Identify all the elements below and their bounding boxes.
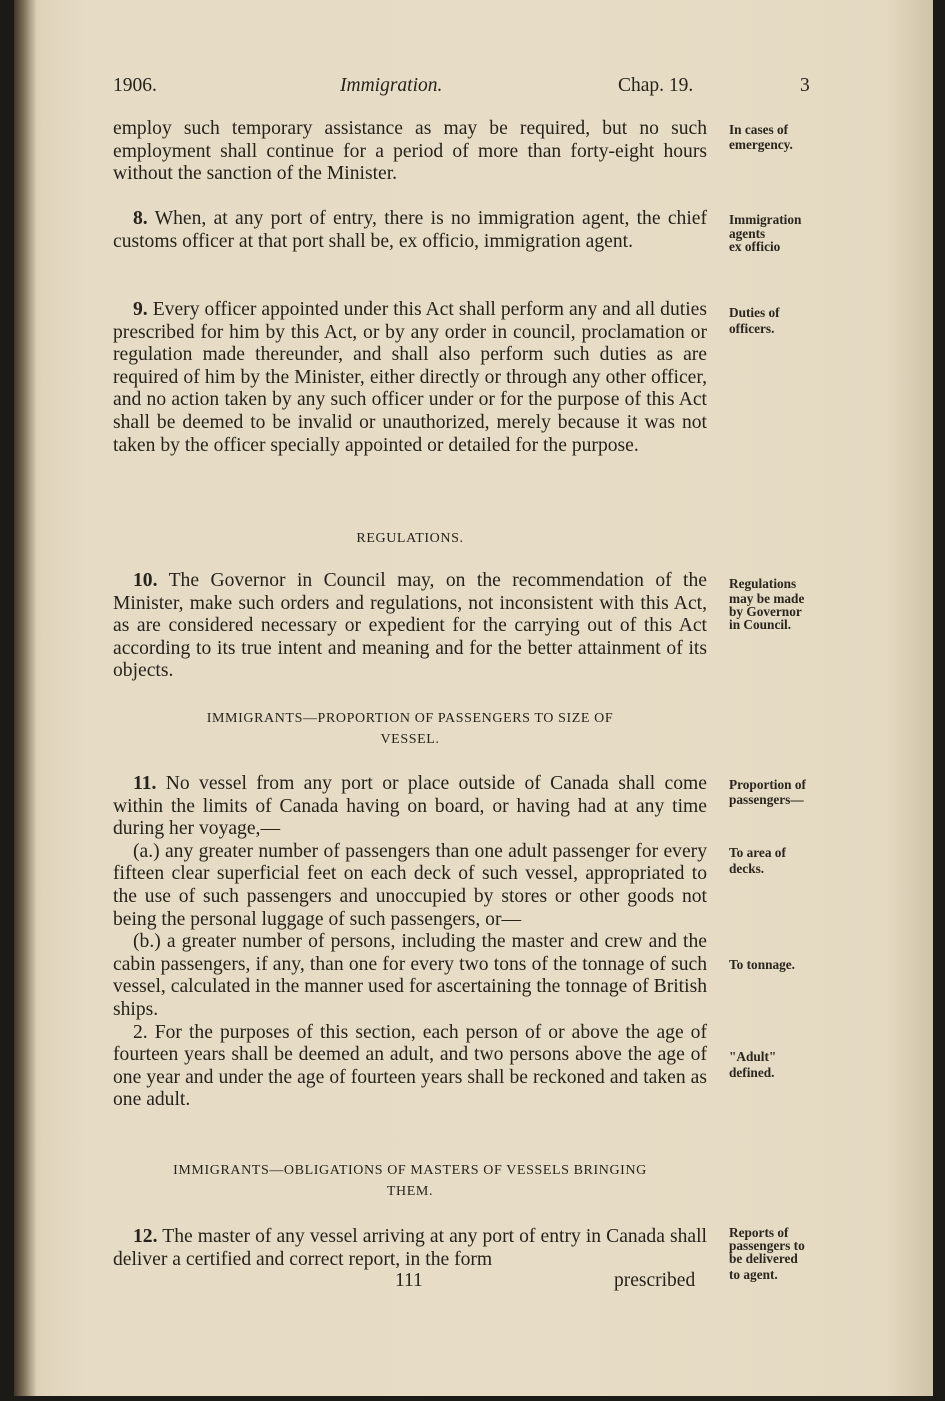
margin-note-area-of-decks: To area of decks.	[729, 845, 786, 876]
section-12	[113, 1226, 707, 1271]
margin-note-emergency: In cases of emergency.	[729, 122, 793, 152]
book-page	[14, 0, 933, 1396]
section-number: 10.	[133, 570, 158, 591]
margin-note-tonnage: To tonnage.	[729, 957, 796, 972]
header-page-number: 3	[800, 75, 810, 96]
margin-note-immigration-agents: Immigration agents ex officio	[729, 212, 802, 254]
subsection-2: 2. For the purposes of this section, each person of or above the age of fourteen years shall be deemed an adult, and two persons above the age of one year and under the age of fourteen years shall be reckoned and taken as one adult.	[113, 1021, 707, 1111]
header-title: Immigration.	[340, 75, 443, 96]
heading-line: IMMIGRANTS—PROPORTION OF PASSENGERS TO SIZE OF	[206, 711, 614, 726]
section-text: When, at any port of entry, there is no immigration agent, the chief customs officer at that port shall be, ex officio, immigration agent.	[113, 208, 707, 252]
folio-number: 111	[395, 1270, 423, 1291]
heading-regulations: REGULATIONS.	[356, 531, 464, 546]
section-text: The Governor in Council may, on the recommendation of the Minister, make such orders and regulations, not inconsistent with this Act, as are considered necessary or expedient for the carrying out of this Act according to its true intent and meaning and for the better attainment of its objects.	[113, 570, 707, 682]
clause-a: (a.) any greater number of passengers than one adult passenger for every fifteen clear superficial feet on each deck of such vessel, appropriated to the use of such passengers and unoccupied by stores or other goods not being the personal luggage of such passengers, or—	[113, 840, 707, 930]
section-number: 8.	[133, 208, 148, 229]
section-text: No vessel from any port or place outside of Canada shall come within the limits of Canada having on board, or having had at any time during her voyage,—	[113, 773, 707, 840]
section-number: 11.	[133, 773, 157, 794]
heading-obligations	[113, 1160, 707, 1202]
paragraph-continuation	[113, 118, 707, 186]
heading-line: THEM.	[386, 1184, 434, 1199]
header-year: 1906.	[113, 75, 157, 96]
heading-proportion	[113, 708, 707, 750]
page-gutter	[14, 0, 36, 1396]
section-7-continued: employ such temporary assistance as may be required, but no such employment shall continue for a period of more than forty-eight hours without the sanction of the Minister.	[113, 118, 707, 185]
clause-b: (b.) a greater number of persons, including the master and crew and the cabin passengers, if any, than one for every two tons of the tonnage of such vessel, calculated in the manner used for ascertaining the tonnage of British ships.	[113, 931, 707, 1020]
heading-line: IMMIGRANTS—OBLIGATIONS OF MASTERS OF VESSELS BRINGING	[173, 1163, 647, 1178]
header-chapter: Chap. 19.	[618, 75, 694, 96]
section-9	[113, 299, 707, 457]
section-text: Every officer appointed under this Act shall perform any and all duties prescribed for him by this Act, or by any order in council, proclamation or regulation made thereunder, and shall also perform such duties as are required of him by the Minister, either directly or through any other officer, and no action taken by any such officer under or for the purpose of this Act shall be deemed to be invalid or unauthorized, merely because it was not taken by the officer specially appointed or detailed for the purpose.	[113, 299, 707, 456]
margin-note-reports: Reports of passengers to be delivered to agent.	[729, 1225, 805, 1282]
section-text: The master of any vessel arriving at any port of entry in Canada shall deliver a certified and correct report, in the form	[113, 1226, 707, 1270]
section-10	[113, 570, 707, 683]
margin-note-adult-defined: "Adult" defined.	[729, 1049, 777, 1080]
margin-note-duties: Duties of officers.	[729, 305, 780, 336]
margin-note-proportion: Proportion of passengers—	[729, 777, 806, 807]
section-number: 9.	[133, 299, 148, 320]
section-8	[113, 208, 707, 253]
heading-line: VESSEL.	[380, 732, 440, 747]
catchword: prescribed	[614, 1270, 696, 1291]
margin-note-regulations: Regulations may be made by Governor in Council.	[729, 576, 805, 632]
section-11	[113, 773, 707, 1112]
section-number: 12.	[133, 1226, 158, 1247]
